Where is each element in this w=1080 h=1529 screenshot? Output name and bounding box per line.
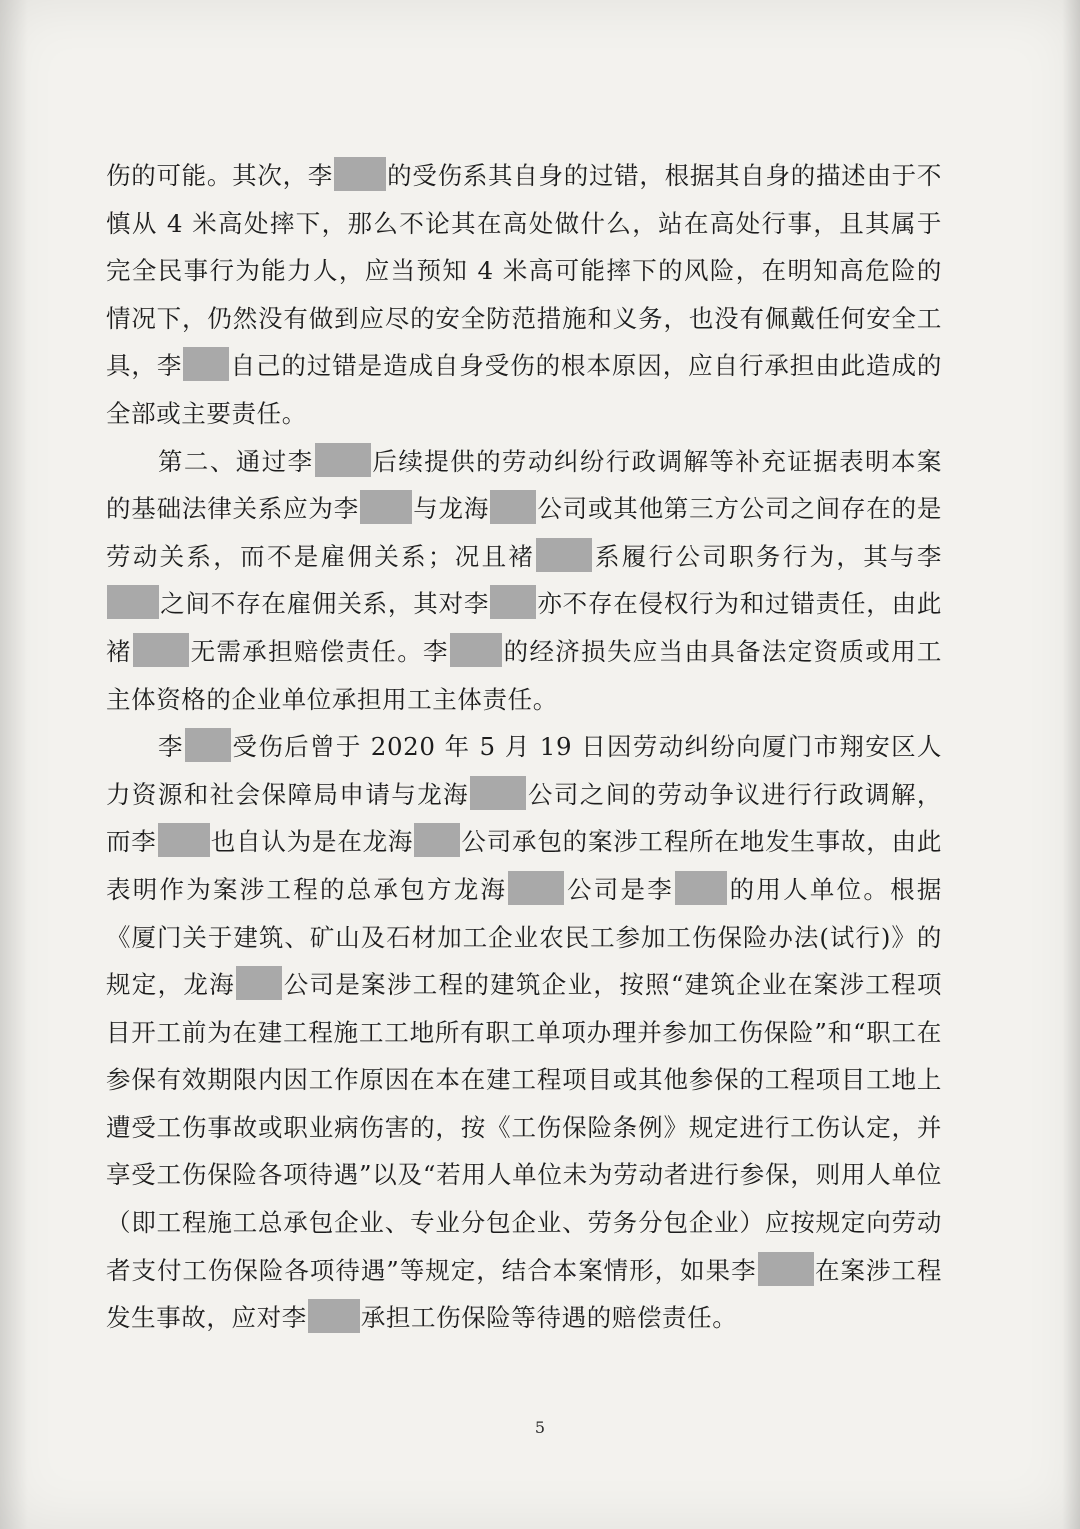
redaction-block	[133, 633, 189, 667]
redaction-block	[675, 871, 727, 905]
paragraph-text: 伤的可能。其次，李	[106, 161, 334, 190]
redaction-block	[158, 823, 210, 857]
paragraph-text: 第二、通过李	[158, 446, 314, 476]
redaction-block	[470, 776, 526, 810]
redaction-block	[315, 443, 371, 477]
redaction-block	[360, 490, 412, 524]
redaction-block	[490, 585, 536, 619]
paragraph-text: 在案涉工程发生事故，应对李	[106, 1255, 943, 1333]
paragraph-text: 自己的过错是造成自身受伤的根本原因，应自行承担由此造成的全部或主要责任。	[106, 351, 942, 428]
paragraph-text: 亦不存在侵权行为和过错责任，由此褚	[106, 589, 942, 666]
redaction-block	[450, 633, 502, 667]
paragraph	[106, 152, 942, 438]
redaction-block	[508, 871, 564, 905]
paragraph-text: 系履行公司职务行为，其与李	[593, 541, 942, 571]
paragraph-text: 承担工伤保险等待遇的赔偿责任。	[360, 1303, 738, 1333]
paragraph-text: 李	[158, 732, 184, 762]
paragraph-text: 公司或其他第三方公司之间存在的是劳动关系，而不是雇佣关系；况且褚	[106, 494, 942, 571]
paragraph-text: 公司之间的劳动争议进行行政调解，而李	[106, 779, 942, 857]
paragraph-text: 无需承担赔偿责任。李	[189, 636, 449, 666]
redaction-block	[107, 585, 159, 619]
paragraph-text: 公司是李	[565, 874, 674, 904]
paragraph-text: 公司是案涉工程的建筑企业，按照“建筑企业在案涉工程项目开工前为在建工程施工工地所有职工单项办理并参加工伤保险”和“职工在参保有效期限内因工作原因在本在建工程项目或其他参保的工程项目工地上遭受工伤事故或职业病伤害的，按《工伤保险条例》规定进行工伤认定，并享受工伤保险各项待遇”以及“若用人单位未为劳动者进行参保，则用人单位（即工程施工总承包企业、专业分包企业、劳务分包企业）应按规定向劳动者支付工伤保险各项待遇”等规定，结合本案情形，如果李	[106, 970, 943, 1285]
scan-shadow-right	[1062, 0, 1080, 1529]
paragraph-text: 之间不存在雇佣关系，其对李	[160, 589, 490, 619]
paragraph-text: 的用人单位。根据《厦门关于建筑、矿山及石材加工企业农民工参加工伤保险办法(试行)》的规定，龙海	[106, 874, 942, 1000]
redaction-block	[308, 1299, 360, 1333]
page-number: 5	[534, 1418, 546, 1437]
scan-shadow-left	[0, 0, 28, 1529]
redaction-block	[185, 728, 231, 762]
paragraph-text: 与龙海	[413, 494, 490, 524]
paragraph-text: 受伤后曾于 2020 年 5 月 19 日因劳动纠纷向厦门市翔安区人力资源和社会保障局申请与龙海	[106, 732, 942, 809]
document-body	[106, 152, 942, 1342]
paragraph	[106, 723, 942, 1342]
redaction-block	[490, 490, 536, 524]
redaction-block	[536, 538, 592, 572]
redaction-block	[183, 347, 229, 381]
paragraph-text: 公司承包的案涉工程所在地发生事故，由此表明作为案涉工程的总承包方龙海	[106, 827, 942, 904]
redaction-block	[758, 1252, 814, 1286]
paragraph-text: 的经济损失应当由具备法定资质或用工主体资格的企业单位承担用工主体责任。	[106, 636, 943, 714]
paragraph-text: 的受伤系其自身的过错，根据其自身的描述由于不慎从 4 米高处摔下，那么不论其在高处做什么，站在高处行事，且其属于完全民事行为能力人，应当预知 4 米高可能摔下的风险，在明知高危险的情况下，仍然没有做到应尽的安全防范措施和义务，也没有佩戴任何安全工具，李	[106, 161, 942, 381]
paragraph-text: 后续提供的劳动纠纷行政调解等补充证据表明本案的基础法律关系应为李	[106, 446, 942, 524]
redaction-block	[236, 966, 282, 1000]
paragraph-text: 也自认为是在龙海	[210, 827, 414, 857]
redaction-block	[414, 823, 460, 857]
paragraph	[106, 438, 942, 724]
redaction-block	[334, 157, 386, 191]
